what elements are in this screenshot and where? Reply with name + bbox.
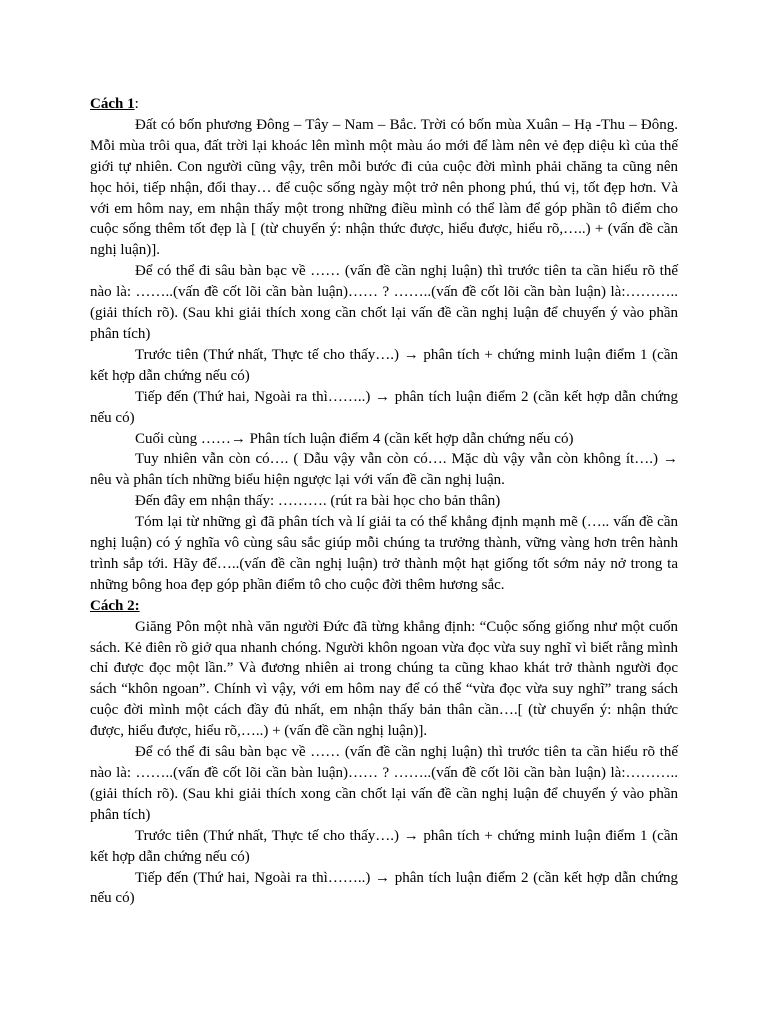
document-page bbox=[90, 94, 678, 909]
section-1-point-4-paragraph: Cuối cùng ……→ Phân tích luận điểm 4 (cần kết hợp dẫn chứng nếu có) bbox=[135, 430, 574, 447]
section-1-counter-paragraph: Tuy nhiên vẫn còn có…. ( Dẫu vậy vẫn còn có…. Mặc dù vậy vẫn còn không ít….) → nêu và phân tích những biểu hiện ngược lại với vấn đề cần nghị luận. bbox=[90, 451, 678, 489]
section-1-heading bbox=[90, 94, 678, 115]
section-1-point-1-paragraph: Trước tiên (Thứ nhất, Thực tế cho thấy….) → phân tích + chứng minh luận điểm 1 (cần kết hợp dẫn chứng nếu có) bbox=[90, 346, 678, 384]
section-1-heading-colon: : bbox=[134, 96, 139, 112]
section-2-intro-paragraph: Giăng Pôn một nhà văn người Đức đã từng khẳng định: “Cuộc sống giống như một cuốn sách. Kẻ điên rồ giở qua nhanh chóng. Người khôn ngoan vừa đọc vừa suy nghĩ vì biết rằng mình chỉ được đọc một lần.” Và đương nhiên ai trong chúng ta cũng khao khát trở thành người đọc sách “khôn ngoan”. Chính vì vậy, với em hôm nay để có thể “vừa đọc vừa suy nghĩ” trang sách cuộc đời mình một cách đầy đủ nhất, em nhận thấy bản thân cần….[ (từ chuyển ý: nhận thức được, hiểu được, hiểu rõ,…..) + (vấn đề cần nghị luận)]. bbox=[90, 618, 678, 740]
section-1-intro-paragraph: Đất có bốn phương Đông – Tây – Nam – Bắc. Trời có bốn mùa Xuân – Hạ -Thu – Đông. Mỗi mùa trôi qua, đất trời lại khoác lên mình một màu áo mới để làm nên vẻ đẹp diệu kì của thế giới tự nhiên. Con người cũng vậy, trên mỗi bước đi của cuộc đời mình phải chăng ta cũng nên học hỏi, tiếp nhận, đổi thay… để cuộc sống ngày một trở nên phong phú, thú vị, tốt đẹp hơn. Và với em hôm nay, em nhận thấy một trong những điều mình có thể làm để góp phần tô điểm cho cuộc sống thêm tốt đẹp là [ (từ chuyển ý: nhận thức được, hiểu được, hiểu rõ,…..) + (vấn đề cần nghị luận)]. bbox=[90, 116, 678, 259]
section-2-point-2-paragraph: Tiếp đến (Thứ hai, Ngoài ra thì……..) → phân tích luận điểm 2 (cần kết hợp dẫn chứng nếu có) bbox=[90, 869, 678, 907]
section-2-heading-label: Cách 2: bbox=[90, 597, 140, 614]
section-1-explain-paragraph: Để có thể đi sâu bàn bạc về …… (vấn đề cần nghị luận) thì trước tiên ta cần hiểu rõ thế nào là: ……..(vấn đề cốt lõi cần bàn luận)…… ? ……..(vấn đề cốt lõi cần bàn luận) là:………..(giải thích rõ). (Sau khi giải thích xong cần chốt lại vấn đề cần nghị luận để chuyển ý vào phần phân tích) bbox=[90, 263, 678, 342]
section-1-heading-label: Cách 1 bbox=[90, 96, 135, 112]
section-1-point-2-paragraph: Tiếp đến (Thứ hai, Ngoài ra thì……..) → phân tích luận điểm 2 (cần kết hợp dẫn chứng nếu có) bbox=[90, 388, 678, 426]
section-2-explain-paragraph: Để có thể đi sâu bàn bạc về …… (vấn đề cần nghị luận) thì trước tiên ta cần hiểu rõ thế nào là: ……..(vấn đề cốt lõi cần bàn luận)…… ? ……..(vấn đề cốt lõi cần bàn luận) là:………..(giải thích rõ). (Sau khi giải thích xong cần chốt lại vấn đề cần nghị luận để chuyển ý vào phần phân tích) bbox=[90, 744, 678, 823]
section-1-lesson-paragraph: Đến đây em nhận thấy: ………. (rút ra bài học cho bản thân) bbox=[135, 493, 501, 510]
section-2-heading bbox=[90, 596, 678, 617]
section-1-conclusion-paragraph: Tóm lại từ những gì đã phân tích và lí giải ta có thể khẳng định mạnh mẽ (….. vấn đề cần nghị luận) có ý nghĩa vô cùng sâu sắc giúp mỗi chúng ta trưởng thành, vững vàng hơn trên hành trình sắp tới. Hãy để…..(vấn đề cần nghị luận) trở thành một hạt giống tốt sớm nảy nở trong ta những bông hoa đẹp góp phần điểm tô cho cuộc đời thêm hương sắc. bbox=[90, 514, 678, 593]
section-2-point-1-paragraph: Trước tiên (Thứ nhất, Thực tế cho thấy….) → phân tích + chứng minh luận điểm 1 (cần kết hợp dẫn chứng nếu có) bbox=[90, 827, 678, 865]
